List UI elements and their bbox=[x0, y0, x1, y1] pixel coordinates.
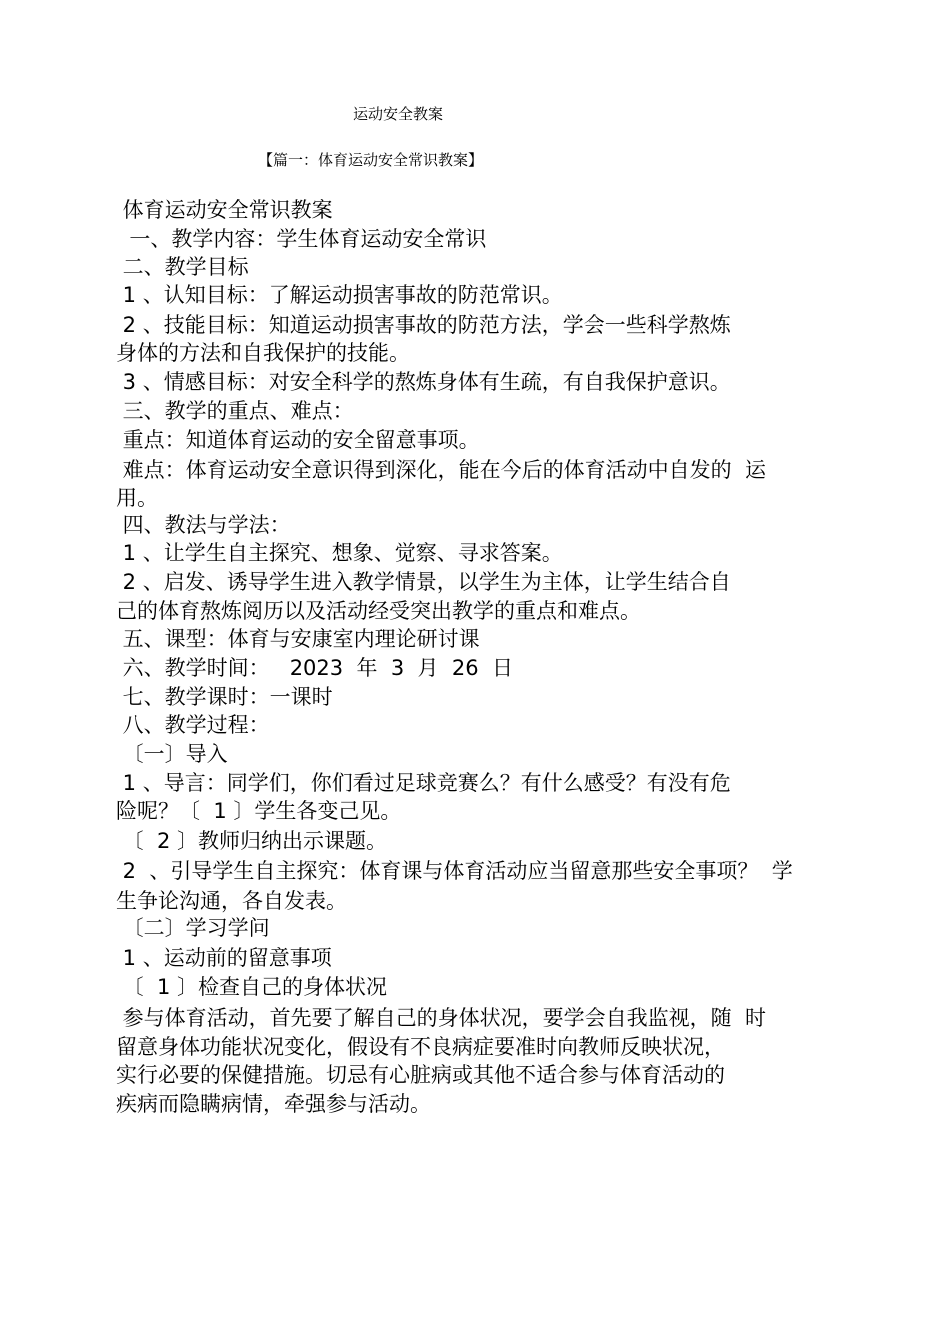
text-line: 己的体育熬炼阅历以及活动经受突出教学的重点和难点。 bbox=[116, 599, 641, 623]
text-line: 1 、运动前的留意事项 bbox=[116, 946, 332, 970]
text-line: 1 、认知目标：了解运动损害事故的防范常识。 bbox=[116, 283, 563, 307]
text-line: 险呢？〔 1 〕学生各变己见。 bbox=[116, 799, 402, 823]
text-line: 参与体育活动，首先要了解自己的身体状况，要学会自我监视，随 时 bbox=[116, 1006, 767, 1030]
document-title: 运动安全教案 bbox=[352, 105, 443, 123]
text-line: 二、教学目标 bbox=[116, 255, 249, 279]
text-line: 八、教学过程： bbox=[116, 713, 270, 737]
text-line: 生争论沟通，各自发表。 bbox=[116, 889, 347, 913]
text-line: 四、教法与学法： bbox=[116, 513, 291, 537]
text-line: 身体的方法和自我保护的技能。 bbox=[116, 341, 410, 365]
text-line: 2 、启发、诱导学生进入教学情景，以学生为主体，让学生结合自 bbox=[116, 570, 731, 594]
text-line: 2 、技能目标：知道运动损害事故的防范方法，学会一些科学熬炼 bbox=[116, 313, 731, 337]
section-heading: 体育运动安全常识教案 bbox=[116, 198, 333, 222]
text-line: 重点：知道体育运动的安全留意事项。 bbox=[116, 428, 480, 452]
document-subtitle: 【篇一：体育运动安全常识教案】 bbox=[258, 151, 484, 169]
text-line: 疾病而隐瞒病情，牵强参与活动。 bbox=[116, 1092, 431, 1116]
text-line: 〔 1 〕检查自己的身体状况 bbox=[116, 975, 388, 999]
text-line: 3 、情感目标：对安全科学的熬炼身体有生疏，有自我保护意识。 bbox=[116, 370, 731, 394]
text-line: 六、教学时间： 2023 年 3 月 26 日 bbox=[116, 656, 513, 680]
text-line: 三、教学的重点、难点： bbox=[116, 399, 354, 423]
text-line: 难点：体育运动安全意识得到深化，能在今后的体育活动中自发的 运 bbox=[116, 458, 767, 482]
text-line: 实行必要的保健措施。切忌有心脏病或其他不适合参与体育活动的 bbox=[116, 1063, 725, 1087]
text-line: 1 、让学生自主探究、想象、觉察、寻求答案。 bbox=[116, 541, 563, 565]
text-line: 用。 bbox=[116, 486, 158, 510]
text-line: 2 、引导学生自主探究：体育课与体育活动应当留意那些安全事项？ 学 bbox=[116, 859, 793, 883]
text-line: 留意身体功能状况变化，假设有不良病症要准时向教师反映状况， bbox=[116, 1035, 725, 1059]
text-line: 〔二〕学习学问 bbox=[116, 916, 270, 940]
text-line: 〔 2 〕教师归纳出示课题。 bbox=[116, 829, 388, 853]
text-line: 〔一〕导入 bbox=[116, 742, 228, 766]
text-line: 七、教学课时：一课时 bbox=[116, 685, 333, 709]
text-line: 1 、导言：同学们，你们看过足球竞赛么？有什么感受？有没有危 bbox=[116, 771, 731, 795]
text-line: 一、教学内容：学生体育运动安全常识 bbox=[116, 227, 487, 251]
text-line: 五、课型：体育与安康室内理论研讨课 bbox=[116, 627, 480, 651]
